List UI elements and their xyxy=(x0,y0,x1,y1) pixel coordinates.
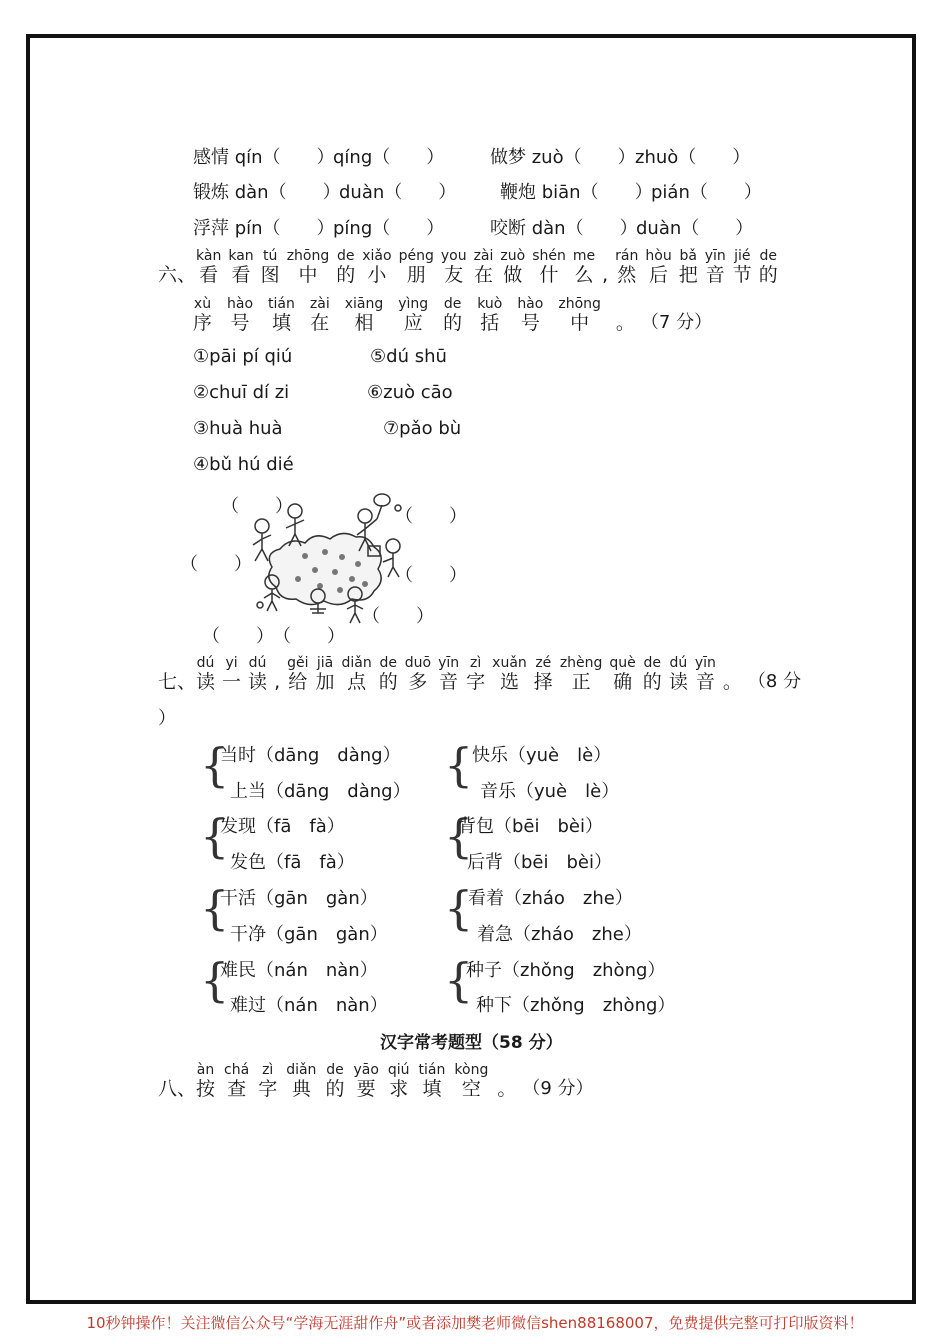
pinyin: yīn xyxy=(438,655,460,671)
pinyin: zé xyxy=(535,655,552,671)
hanzi: 字 xyxy=(258,1078,278,1100)
ruby-char xyxy=(196,1063,215,1100)
pinyin: qiú xyxy=(387,1062,410,1078)
ruby-char xyxy=(723,656,742,693)
ruby-char xyxy=(759,249,778,286)
q8-instruction-line xyxy=(158,1063,594,1100)
pinyin: de xyxy=(379,655,397,671)
q7-item-1d: 音乐（yuè lè） xyxy=(480,781,620,802)
pinyin: tú xyxy=(262,248,278,264)
q7-item-2a: 发现（fā fà） xyxy=(220,816,345,837)
ruby-char xyxy=(258,1063,277,1100)
q7-item-2b: 发色（fā fà） xyxy=(230,852,355,873)
hanzi: 后 xyxy=(649,264,669,286)
pinyin: xiǎo xyxy=(362,248,392,264)
hanzi: 典 xyxy=(291,1078,311,1100)
q6-option-4: ④bǔ hú dié xyxy=(193,454,294,475)
pinyin: zhèng xyxy=(559,655,603,671)
q6-ruby-group-2 xyxy=(193,297,635,334)
q7-item-4d: 种下（zhǒng zhòng） xyxy=(476,995,676,1016)
pinyin: yīn xyxy=(694,655,716,671)
pinyin: zuò xyxy=(500,248,526,264)
pinyin: yìng xyxy=(398,296,429,312)
ruby-char xyxy=(532,249,566,286)
q7-item-2c: 背包（bēi bèi） xyxy=(458,816,604,837)
hanzi: 的 xyxy=(758,264,778,286)
pinyin: jiā xyxy=(316,655,334,671)
hanzi: 多 xyxy=(408,671,428,693)
hanzi: 一 xyxy=(222,671,242,693)
hanzi: 什 xyxy=(539,264,559,286)
section-heading-hanzi: 汉字常考题型（58 分） xyxy=(380,1033,563,1053)
q7-item-1a: 当时（dāng dàng） xyxy=(220,745,401,766)
q6-instruction-line-2 xyxy=(193,297,712,334)
ruby-char xyxy=(261,249,280,286)
ruby-char xyxy=(573,249,595,286)
hanzi: 按 xyxy=(196,1078,216,1100)
q7-item-4b: 难过（nán nàn） xyxy=(230,995,388,1016)
hanzi: 的 xyxy=(378,671,398,693)
pinyin xyxy=(623,297,627,312)
q6-number: 六、 xyxy=(158,264,197,286)
hanzi: 在 xyxy=(473,264,493,286)
hanzi: 然 xyxy=(617,264,637,286)
q5-line-2-d: pián（ ） xyxy=(651,182,762,203)
ruby-char xyxy=(345,297,384,334)
ruby-char xyxy=(733,249,752,286)
pinyin: hào xyxy=(227,296,254,312)
pinyin: zài xyxy=(473,248,494,264)
q6-answer-paren-4: （ ） xyxy=(395,565,467,586)
ruby-char xyxy=(477,297,502,334)
q6-option-2: ②chuī dí zi xyxy=(193,382,290,403)
ruby-char xyxy=(362,249,391,286)
brace-icon: { xyxy=(444,953,474,1007)
hanzi: 给 xyxy=(288,671,308,693)
ruby-char xyxy=(438,656,459,693)
pinyin: diǎn xyxy=(341,655,372,671)
pinyin: tián xyxy=(418,1062,446,1078)
q6-option-6: ⑥zuò cāo xyxy=(367,382,453,403)
pinyin: péng xyxy=(398,248,434,264)
ruby-char xyxy=(224,1063,249,1100)
q6-answer-paren-5: （ ） xyxy=(362,606,434,627)
ruby-char xyxy=(287,656,308,693)
ruby-char xyxy=(560,656,603,693)
hanzi: 。 xyxy=(497,1078,517,1100)
hanzi: , xyxy=(602,264,609,286)
q6-answer-paren-6: （ ） xyxy=(202,626,274,647)
pinyin: kòng xyxy=(454,1062,489,1078)
hanzi: 正 xyxy=(571,671,591,693)
pinyin: dú xyxy=(669,655,688,671)
pinyin: kan xyxy=(228,248,254,264)
q6-option-7: ⑦pǎo bù xyxy=(383,418,462,439)
pinyin: shén xyxy=(532,248,566,264)
pinyin xyxy=(275,656,279,671)
hanzi: 择 xyxy=(533,671,553,693)
ruby-char xyxy=(286,1063,316,1100)
hanzi: 中 xyxy=(570,312,590,334)
brace-icon: { xyxy=(444,738,474,792)
ruby-char xyxy=(558,297,601,334)
ruby-char xyxy=(679,249,698,286)
hanzi: 应 xyxy=(403,312,423,334)
pinyin: yāo xyxy=(353,1062,379,1078)
pinyin: de xyxy=(643,655,662,671)
ruby-char xyxy=(497,1063,516,1100)
hanzi: 中 xyxy=(298,264,318,286)
q5-line-1-a: 感情 qín（ ） xyxy=(193,147,335,168)
ruby-char xyxy=(466,656,485,693)
ruby-char xyxy=(316,656,335,693)
hanzi: 加 xyxy=(315,671,335,693)
ruby-char xyxy=(336,249,355,286)
pinyin: tián xyxy=(268,296,295,312)
ruby-char xyxy=(500,249,525,286)
q5-line-3-b: píng（ ） xyxy=(333,218,445,239)
hanzi: 的 xyxy=(336,264,356,286)
pinyin: me xyxy=(572,248,596,264)
pinyin: duō xyxy=(404,655,432,671)
pinyin: zhōng xyxy=(286,248,330,264)
ruby-char xyxy=(615,249,638,286)
pinyin: zì xyxy=(470,655,482,671)
q6-answer-paren-2: （ ） xyxy=(395,506,467,527)
hanzi: 选 xyxy=(499,671,519,693)
ruby-char xyxy=(695,656,716,693)
ruby-char xyxy=(399,249,434,286)
q7-item-3a: 干活（gān gàn） xyxy=(220,888,378,909)
hanzi: 填 xyxy=(271,312,291,334)
q5-line-2-c: 鞭炮 biān（ ） xyxy=(500,182,653,203)
pinyin: rán xyxy=(615,248,639,264)
q7-ruby-group xyxy=(196,656,742,693)
hanzi: 要 xyxy=(356,1078,376,1100)
hanzi: 节 xyxy=(732,264,752,286)
hanzi: 的 xyxy=(443,312,463,334)
ruby-char xyxy=(616,297,635,334)
ruby-char xyxy=(602,249,608,286)
pinyin: yīn xyxy=(704,248,726,264)
q6-ruby-group-1 xyxy=(196,249,778,286)
hanzi: 小 xyxy=(367,264,387,286)
pinyin: kàn xyxy=(196,248,222,264)
brace-icon: { xyxy=(444,881,474,935)
q7-instruction-line xyxy=(158,656,801,693)
q6-option-5: ⑤dú shū xyxy=(370,346,447,367)
pinyin: hòu xyxy=(645,248,672,264)
ruby-char xyxy=(669,656,688,693)
pinyin: àn xyxy=(196,1062,215,1078)
hanzi: 括 xyxy=(480,312,500,334)
q7-score-close: ） xyxy=(158,708,176,729)
pinyin: xù xyxy=(193,296,212,312)
hanzi: 看 xyxy=(199,264,219,286)
pinyin: què xyxy=(609,655,636,671)
pinyin: de xyxy=(759,248,778,264)
hanzi: 。 xyxy=(722,671,742,693)
ruby-char xyxy=(517,297,543,334)
pinyin: xuǎn xyxy=(492,655,527,671)
hanzi: 音 xyxy=(705,264,725,286)
hanzi: , xyxy=(274,671,281,693)
q5-line-2-a: 锻炼 dàn（ ） xyxy=(193,182,341,203)
ruby-char xyxy=(441,249,467,286)
hanzi: 图 xyxy=(260,264,280,286)
hanzi: 点 xyxy=(347,671,367,693)
hanzi: 号 xyxy=(230,312,250,334)
ruby-char xyxy=(443,297,462,334)
q6-answer-paren-3: （ ） xyxy=(180,554,252,575)
ruby-char xyxy=(228,249,253,286)
q7-item-4a: 难民（nán nàn） xyxy=(220,960,378,981)
q7-item-1c: 快乐（yuè lè） xyxy=(472,745,612,766)
ruby-char xyxy=(325,1063,344,1100)
q7-item-4c: 种子（zhǒng zhòng） xyxy=(466,960,666,981)
hanzi: 序 xyxy=(193,312,213,334)
pinyin: you xyxy=(440,248,467,264)
ruby-char xyxy=(196,249,221,286)
hanzi: 填 xyxy=(422,1078,442,1100)
hanzi: 相 xyxy=(354,312,374,334)
brace-icon: { xyxy=(200,953,230,1007)
pinyin: kuò xyxy=(477,296,503,312)
q8-score: （9 分） xyxy=(522,1078,594,1099)
ruby-char xyxy=(287,249,330,286)
hanzi: 号 xyxy=(520,312,540,334)
q7-score: （8 分 xyxy=(747,671,802,692)
q5-line-3-a: 浮萍 pín（ ） xyxy=(193,218,335,239)
pinyin xyxy=(730,656,734,671)
hanzi: 字 xyxy=(466,671,486,693)
pinyin: xiāng xyxy=(344,296,384,312)
ruby-char xyxy=(705,249,726,286)
q6-answer-paren-1: （ ） xyxy=(221,496,293,517)
q5-line-2-b: duàn（ ） xyxy=(339,182,457,203)
q8-ruby-group xyxy=(196,1063,516,1100)
hanzi: 确 xyxy=(613,671,633,693)
ruby-char xyxy=(310,297,330,334)
ruby-char xyxy=(196,656,215,693)
ruby-char xyxy=(342,656,372,693)
ruby-char xyxy=(405,656,431,693)
ruby-char xyxy=(274,656,280,693)
q7-item-3b: 干净（gān gàn） xyxy=(230,924,388,945)
pinyin: diǎn xyxy=(286,1062,317,1078)
hanzi: 。 xyxy=(615,312,635,334)
brace-icon: { xyxy=(444,809,474,863)
hanzi: 读 xyxy=(248,671,268,693)
hanzi: 空 xyxy=(461,1078,481,1100)
pinyin: chá xyxy=(224,1062,250,1078)
promo-footer: 10秒钟操作！关注微信公众号“学海无涯甜作舟”或者添加樊老师微信shen88168007，免费提供完整可打印版资料！ xyxy=(86,1314,864,1332)
ruby-char xyxy=(474,249,494,286)
q7-item-3d: 着急（zháo zhe） xyxy=(477,924,642,945)
q5-line-3-c: 咬断 dàn（ ） xyxy=(490,218,638,239)
pinyin: dú xyxy=(248,655,267,671)
q7-item-2d: 后背（bēi bèi） xyxy=(467,852,613,873)
hanzi: 看 xyxy=(231,264,251,286)
ruby-char xyxy=(379,656,398,693)
hanzi: 求 xyxy=(389,1078,409,1100)
hanzi: 音 xyxy=(439,671,459,693)
hanzi: 音 xyxy=(695,671,715,693)
ruby-char xyxy=(388,1063,410,1100)
q5-line-1-b: qíng（ ） xyxy=(333,147,445,168)
pinyin: yi xyxy=(225,655,238,671)
ruby-char xyxy=(643,656,662,693)
pinyin: zài xyxy=(309,296,330,312)
pinyin: de xyxy=(336,248,355,264)
q5-line-3-d: duàn（ ） xyxy=(636,218,754,239)
brace-icon: { xyxy=(200,809,230,863)
pinyin: zhōng xyxy=(558,296,601,312)
brace-icon: { xyxy=(200,738,230,792)
ruby-char xyxy=(227,297,253,334)
hanzi: 友 xyxy=(444,264,464,286)
q6-option-1: ①pāi pí qiú xyxy=(193,346,293,367)
ruby-char xyxy=(248,656,267,693)
q5-line-1-c: 做梦 zuò（ ） xyxy=(490,147,636,168)
ruby-char xyxy=(353,1063,378,1100)
pinyin: hào xyxy=(517,296,544,312)
ruby-char xyxy=(534,656,553,693)
ruby-char xyxy=(454,1063,488,1100)
ruby-char xyxy=(398,297,428,334)
pinyin: jié xyxy=(734,248,751,264)
hanzi: 么 xyxy=(574,264,594,286)
hanzi: 的 xyxy=(325,1078,345,1100)
q6-option-3: ③huà huà xyxy=(193,418,283,439)
hanzi: 读 xyxy=(196,671,216,693)
q5-line-1-d: zhuò（ ） xyxy=(635,147,751,168)
ruby-char xyxy=(419,1063,446,1100)
hanzi: 朋 xyxy=(406,264,426,286)
ruby-char xyxy=(193,297,212,334)
q7-item-3c: 看着（zháo zhe） xyxy=(468,888,633,909)
q7-number: 七、 xyxy=(158,671,197,693)
hanzi: 做 xyxy=(503,264,523,286)
hanzi: 把 xyxy=(678,264,698,286)
ruby-char xyxy=(268,297,295,334)
ruby-char xyxy=(492,656,527,693)
hanzi: 读 xyxy=(668,671,688,693)
hanzi: 在 xyxy=(310,312,330,334)
hanzi: 的 xyxy=(642,671,662,693)
q6-instruction-line-1 xyxy=(158,249,778,286)
q6-answer-paren-7: （ ） xyxy=(273,626,345,647)
pinyin: zì xyxy=(262,1062,274,1078)
ruby-char xyxy=(222,656,241,693)
pinyin: de xyxy=(326,1062,344,1078)
ruby-char xyxy=(645,249,671,286)
hanzi: 查 xyxy=(227,1078,247,1100)
pinyin: gěi xyxy=(287,655,309,671)
q6-score: （7 分） xyxy=(640,312,713,333)
brace-icon: { xyxy=(200,881,230,935)
q7-item-1b: 上当（dāng dàng） xyxy=(230,781,411,802)
pinyin xyxy=(603,249,607,264)
pinyin xyxy=(505,1063,509,1078)
ruby-char xyxy=(609,656,635,693)
pinyin: bǎ xyxy=(679,248,697,264)
pinyin: dú xyxy=(196,655,215,671)
q8-number: 八、 xyxy=(158,1078,197,1100)
pinyin: de xyxy=(443,296,462,312)
